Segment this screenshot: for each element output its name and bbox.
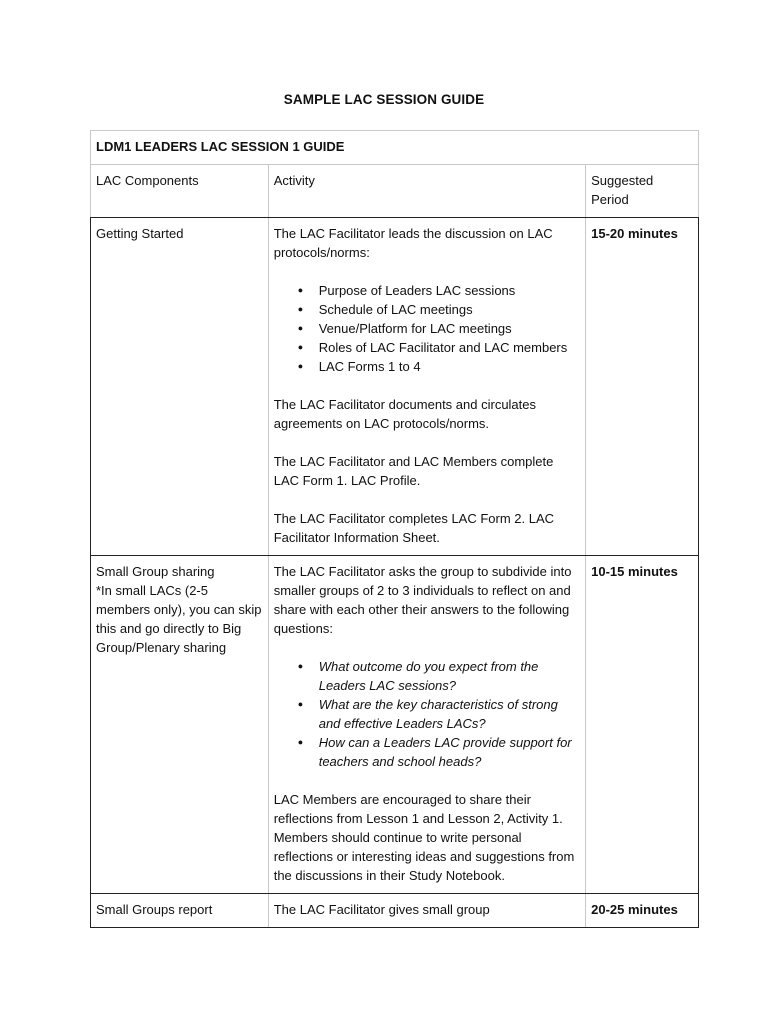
list-item: ● Venue/Platform for LAC meetings [319,319,580,338]
component-cell [91,218,269,556]
activity-cell [268,894,585,928]
col-heading-components: LAC Components [91,165,269,218]
list-item: ● How can a Leaders LAC provide support for teachers and school heads? [319,733,580,771]
activity-intro: The LAC Facilitator asks the group to subdivide into smaller groups of 2 to 3 individuals to reflect on and share with each other their answers to the following questions: [273,564,572,636]
list-item: ● LAC Forms 1 to 4 [319,357,580,376]
table-header-row [91,131,699,165]
list-item: ● What are the key characteristics of strong and effective Leaders LACs? [319,695,580,733]
session-guide-table [90,130,699,928]
component-cell [91,556,269,894]
component-name: Small Group sharing [96,564,215,579]
activity-bullet-list [274,281,580,376]
activity-question-list [274,657,580,771]
period-cell: 15-20 minutes [586,218,699,556]
col-heading-activity: Activity [268,165,585,218]
component-name: Small Groups report [96,902,213,917]
table-row [91,894,699,928]
activity-paragraph: The LAC Facilitator and LAC Members complete LAC Form 1. LAC Profile. [273,454,554,488]
activity-cell [268,556,585,894]
list-item: ● Roles of LAC Facilitator and LAC members [319,338,580,357]
list-item: ● What outcome do you expect from the Leaders LAC sessions? [319,657,580,695]
component-note: *In small LACs (2-5 members only), you can skip this and go directly to Big Group/Plenary sharing [96,583,262,655]
activity-intro: The LAC Facilitator leads the discussion on LAC protocols/norms: [273,226,553,260]
component-name: Getting Started [96,226,184,241]
col-heading-period [586,165,699,218]
activity-cell [268,218,585,556]
table-header-cell: LDM1 LEADERS LAC SESSION 1 GUIDE [91,131,699,165]
activity-paragraph: The LAC Facilitator documents and circulates agreements on LAC protocols/norms. [273,397,537,431]
activity-intro: The LAC Facilitator gives small group [273,902,490,917]
table-row [91,218,699,556]
period-cell: 10-15 minutes [586,556,699,894]
list-item: ● Purpose of Leaders LAC sessions [319,281,580,300]
activity-paragraph: LAC Members are encouraged to share their reflections from Lesson 1 and Lesson 2, Activity 1. Members should continue to write personal reflections or interesting ideas and suggestions from the discussions in their Study Notebook. [273,792,575,883]
table-row [91,556,699,894]
activity-paragraph: The LAC Facilitator completes LAC Form 2. LAC Facilitator Information Sheet. [273,511,555,545]
component-cell [91,894,269,928]
column-headings-row [91,165,699,218]
list-item: ● Schedule of LAC meetings [319,300,580,319]
col-heading-period-text: Suggested Period [591,173,654,207]
page-title: SAMPLE LAC SESSION GUIDE [283,92,485,107]
period-cell: 20-25 minutes [586,894,699,928]
